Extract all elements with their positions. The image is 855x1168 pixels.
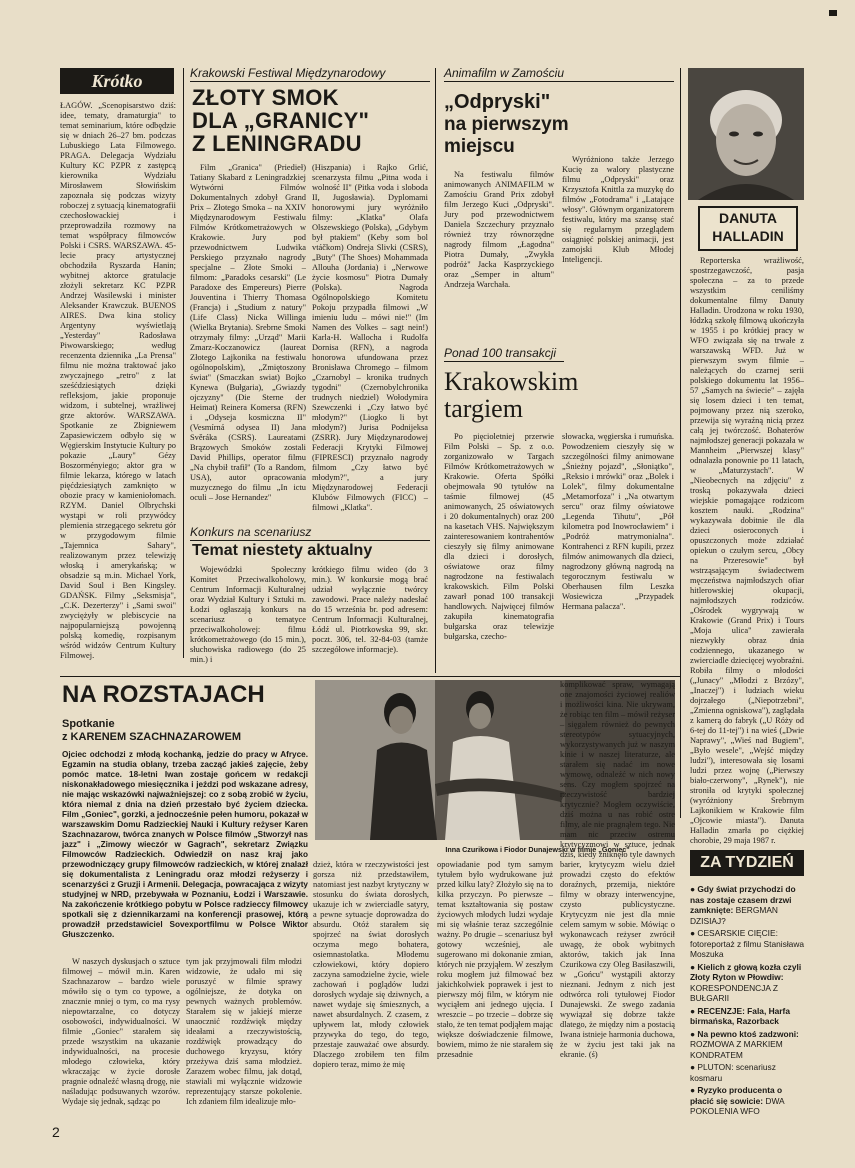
halladin-name-line: DANUTA xyxy=(718,210,778,226)
za-tydzien-item: ● RECENZJE: Fala, Harfa birmańska, Razorback xyxy=(690,1005,791,1026)
item-text: CESARSKIE CIĘCIE: fotoreportaż z filmu Stanisława Moszuka xyxy=(690,928,805,959)
halladin-name-line: HALLADIN xyxy=(712,228,784,244)
item-text: DWA POKOLENIA WFO xyxy=(690,1095,785,1116)
halladin-name-box xyxy=(698,206,798,251)
rozstajach-body: tym jak przyjmowali film młodzi widzowie, że udało mi się poruszyć w filmie sprawy ogólniejsze, że dotyka on pewnych ważnych problemów. Starałem się w jakiejś mierze unaocznić rozdźwięk między ideałami a rzeczywistością, rozdźwięk prowadzący do duchowego kryzysu, który przeżywa dziś sama młodzież. Zarazem wobec filmu, jak dotąd, stawiali mi wyłącznie widzowie reprezentujący starsze pokolenie. Ich zdaniem film idealizuje mło- xyxy=(186,957,302,1106)
rozstajach-subtitle xyxy=(62,718,312,744)
smok-body: (Hiszpania) i Rajko Grlić, scenarzysta filmu „Pitna woda i wolność II" (Pitka voda i sloboda II, Jugosławia). Dyplomami honorowymi jury wyróżniło filmy: „Klatka" Olafa Olszewskiego (Polska), „Gdybym był ptakiem" (Keby som bol vtáčkom) Ondreja Slivki (CSRS), „Buty" (The Shoes) Mohammada Allouha (Jordania) i „Nerwowe życie kosmosu" Piotra Dumały (Polska). Nagroda Ogólnopolskiego Komitetu Pokoju przypadła filmowi „W imieniu ludu – mówi nie!" (Im Namen des Volkes – sagt nein!) Karla-H. Wallocha i Rudolfa Dornisa (RFN), a nagroda honorowa ufundowana przez Bronisława Chromego – filmom „Czarnobyl – kronika trudnych tygodni" (Czernobylchronika trudnych niedziel) Wołodymira Szewczenki i „Czy łatwo być młodym?" (Liogko li byt młodym?) Jurisa Podnijeksa (ZSRR). Jury Międzynarodowej Federacji Krytyki Filmowej (FIPRESCI) przyznało nagrody filmom „Czy łatwo być młodym?", a jury Międzynarodowej Federacji Klubów Filmowych (FICC) – filmowi „Klatka". xyxy=(312,163,428,512)
odpryski-body: Wyróżniono także Jerzego Kucię za walory plastyczne filmu „Odpryski" oraz Krzysztofa Knittla za muzykę do filmów „Fotodrama" i „Latające włosy". Głównym organizatorem festiwalu, który ma szansę stać się regularnym przeglądem osiągnięć polskiej animacji, jest zamojski Klub Młodej Inteligencji. xyxy=(562,155,674,264)
odpryski-body: Na festiwalu filmów animowanych ANIMAFILM w Zamościu Grand Prix zdobył film Jerzego Kuci „Odpryski". Jury pod przewodnictwem Daniela Szczechury przyznało również trzy równorzędne nagrody filmom „Łagodna" Piotra Dumały, „Zwykła podróż" Jacka Kasprzyckiego oraz „Semper in altum" Andrzeja Warchała. xyxy=(444,170,554,289)
za-tydzien-title: ZA TYDZIEŃ xyxy=(690,850,804,876)
za-tydzien-item: ● Na pewno ktoś zadzwoni: ROZMOWA Z MARKIEM KONDRATEM xyxy=(690,1028,799,1060)
konkurs-headline: Temat niestety aktualny xyxy=(192,542,373,559)
odpryski-kicker-rule xyxy=(444,81,674,82)
odpryski-col-1 xyxy=(444,170,554,350)
za-tydzien-item: ● Ryzyko producenta o płacić się sowicie: DWA POKOLENIA WFO xyxy=(690,1085,785,1116)
item-text: PLUTON: scenariusz kosmaru xyxy=(690,1062,776,1083)
konkurs-col-2 xyxy=(312,565,428,675)
targiem-kicker: Ponad 100 transakcji xyxy=(444,346,557,360)
za-tydzien-item: ● Gdy świat przychodzi do nas zostaje czasem drzwi zamknięte: BERGMAN DZISIAJ? xyxy=(690,884,796,926)
targiem-col-2 xyxy=(562,432,674,674)
item-highlight: Kielich z głową kozła czyli Złoty Ryton w Płowdiw: xyxy=(690,961,802,982)
rozstajach-col-2 xyxy=(186,957,302,1157)
smok-kicker-rule xyxy=(190,81,430,82)
odpryski-title-line: na pierwszym xyxy=(444,114,569,135)
za-tydzien-item: ● Kielich z głową kozła czyli Złoty Ryton w Płowdiw: KORESPONDENCJA Z BUŁGARII xyxy=(690,961,802,1003)
rozstajach-body: dzież, która w rzeczywistości jest gorsza niż przedstawiłem, natomiast jest nazbyt krytyczny w stosunku do świata dorosłych, ukazuje ich w zwierciadle satyry, a pewne sytuacje doprowadza do absurdu. Otóż starałem się spojrzeć na świat dorosłych oczyma mego bohatera, osiemnastolatka. Młodemu człowiekowi, który dopiero zaczyna samodzielne życie, wiele zachowań i poglądów ludzi dorosłych wydaje się dziwnych, a nawet wydaje się śmiesznych, a nawet absurdalnych. Z czasem, z upływem lat, młody człowiek przywyka do tego, do tego, przestaje zauważać owe absurdy. Dlaczego zrobiłem ten film dopiero teraz, mimo że mię xyxy=(313,860,429,1069)
portrait-image xyxy=(688,68,804,200)
page-number: 2 xyxy=(52,1124,60,1140)
za-tydzien-item: ● PLUTON: scenariusz kosmaru xyxy=(690,1062,776,1083)
odpryski-title-line: „Odpryski" xyxy=(444,91,551,113)
halladin-portrait xyxy=(688,68,804,200)
rozstajach-col-1 xyxy=(62,957,180,1157)
targiem-title-line: targiem xyxy=(444,394,523,423)
za-tydzien-item: ● CESARSKIE CIĘCIE: fotoreportaż z filmu Stanisława Moszuka xyxy=(690,928,805,959)
lead-body: Ojciec odchodzi z młodą kochanką, jedzie do pracy w Afryce. Egzamin na studia oblany, trzeba zacząć jakieś zajęcie, żeby pomóc matce. 18-letni Iwan zostaje gońcem w redakcji niskonakładowego miesięcznika i jeździ pod wskazane adresy, nie mając wskazówki najważniejszej: co z sobą zrobić w życiu, która niemal z dnia na dzień przestało być życiem dziecka. Film „Goniec", gorzki, a jednocześnie pełen humoru, pokazał w warszawskim Domu Radzieckiej Nauki i Kultury reżyser Karen Szachnazarow, twórca znanych w Polsce filmów „Stworzył nas jazz" i „Zimowy wieczór w Gagrach", sekretarz Związku Filmowców Radzieckich. Odwiedził on nasz kraj jako przewodniczący grupy filmowców radzieckich, w której znalazł się dokumentalista z Leningradu oraz młodzi reżyserzy i scenarzyści z Gruzji i Armenii. Delegacja, powracająca z wizyty studyjnej w NRD, przebywała w Poznaniu, Łodzi i Warszawie. Na zakończenie krótkiego pobytu w Polsce radzieccy filmowcy spotkali się z dziennikarzami na konferencji prasowej, którą prowadził przedstawiciel Sovexportfilmu w Polsce Wiktor Głuszczenko. xyxy=(62,750,308,939)
smok-headline xyxy=(192,86,432,158)
halladin-body: Reporterska wrażliwość, spostrzegawczość, pasja społeczna – za to przede wszystkim ceniliśmy dokumentalne filmy Danuty Halladin. Urodzona w roku 1930, łódzką szkołę filmową ukończyła w 1955 i po krótkiej pracy w WFO związała się na trwałe z warszawską WFD. Już w pierwszym swym filmie – należących do czarnej serii polskiego dokumentu lat 1956–57 „Samych na świecie" – zajęła się losem dzieci i ten temat, pojmowany przez nią szeroko, przewija się wyraźną nicią przez całą jej twórczość. Bohaterów najmłodszej generacji pokazała w Mannheim „Pierwszej klasy" odnalazła ponownie po 11 latach, w „Maturzystach". W „Nieobecnych na zdjęciu" z troską pokazywała dzieci wiejskie pomagające rodzicom kosztem nauki. „Rodzina" wykazywała dobitnie ile dla dzieci osieroconych i opuszczonych może zdziałać opiekun o czułym sercu, „Obcy na Przeresowie" był wstrząsającym świadectwem męczeństwa najmłodszych ofiar hitlerowskiej okupacji, najmłodszych rodziców. „Ośrodek wygrywają w Krakowie (Grand Prix) i Tours „Moja ulica" zawierała niezwykły obraz dnia codziennego, ukazanego w zwierciadle dziecięcej wyobraźni. Robiła filmy o młodości („Junacy" „Młodzi z Brzózy", „Inaczej") i ludziach wieku dojrzałego („Niepotrzebni", „Zmienna ogniskowa"), zaglądała z kamerą do fabryk („U Róży od 6-tej do 11-tej") i na wieś („Dwie Naprawy", „Wieś nad Bugiem", „Było wesele", „Wejść między ludzi"), interesowała się losami ludzi przez wojnę („Pierwszy biało-czerwony", „Rynek"), nie stroniła od krytyki społecznej (wyróżniony Srebrnym Lajkonikiem w Krakowie film „Ojcowie miasta"). Danuta Halladin zmarła po ciężkiej chorobie, 29 maja 1987 r. xyxy=(690,256,804,845)
odpryski-title-line: miejscu xyxy=(444,136,515,157)
item-text: BERGMAN DZISIAJ? xyxy=(690,905,778,926)
rule-middle xyxy=(435,68,436,673)
smok-col-1 xyxy=(190,163,306,523)
item-highlight: Na pewno ktoś zadzwoni: xyxy=(697,1028,799,1039)
targiem-col-1 xyxy=(444,432,554,674)
konkurs-body: Wojewódzki Społeczny Komitet Przeciwalkoholowy, Centrum Informacji Kulturalnej oraz Wydział Kultury i Sztuki m. Łodzi ogłaszają konkurs na scenariusz o tematyce przeciwalkoholowej: filmu krótkometrażowego (do 15 min.), słuchowiska radiowego (do 25 min.) i xyxy=(190,565,306,664)
targiem-headline xyxy=(444,368,644,422)
item-text: ROZMOWA Z MARKIEM KONDRATEM xyxy=(690,1039,783,1060)
konkurs-body: krótkiego filmu wideo (do 3 min.). W konkursie mogą brać udział wyłącznie twórcy zawodowi. Prace należy nadesłać do 15 września br. pod adresem: Centrum Informacji Kulturalnej, Łódź ul. Piotrkowska 99, skr. poczt. 306, tel. 32-84-03 (tamże szczegółowe informacje). xyxy=(312,565,428,654)
subtitle-line: Spotkanie xyxy=(62,718,115,730)
item-highlight: Gdy świat przychodzi do nas zostaje czasem drzwi zamknięte: xyxy=(690,884,796,915)
odpryski-headline xyxy=(444,90,674,158)
targiem-title-line: Krakowskim xyxy=(444,367,579,396)
rozstajach-col-4 xyxy=(437,860,553,1158)
smok-kicker: Krakowski Festiwal Międzynarodowy xyxy=(190,66,386,80)
halladin-text xyxy=(690,256,804,845)
smok-col-2 xyxy=(312,163,428,523)
rozstajach-col-3 xyxy=(313,860,429,1158)
smok-body: Film „Granica" (Priedieł) Tatiany Skabard z Leningradzkiej Wytwórni Filmów Dokumentalnych zdobył Grand Prix – Złotego Smoka – na XXIV Międzynarodowym Festiwalu Filmów Krótkometrażowych w Krakowie. Jury pod przewodnictwem Ludwika Perskiego przyznało nagrody specjalne – Złote Smoki – filmom: „Paradoks cesarski" (Le Paradoxe des Empereurs) Pierre Jouventina i Thierry Thomasa (Francja) i „Studium z natury" (Life Class) Nicka Willinga (Wielka Brytania). Srebrne Smoki otrzymały filmy: „Urząd" Marii Zmarz-Koczanowicz (laureat Złotego Lajkonika na festiwalu ogólnopolskim), „Zmiętoszony świat" (Smaczkan swiat) Bojko Kynewa (Bułgaria), „Gwiazdy ojczyzny" (Die Sterne der Heimat) Reinera Komersa (RFN) i „Odyseja kosmiczna II" (Vesmírná odysea II) Jana Svěráka (CSRS). Laureatami Brązowych Smoków zostali David Phillips, operator filmu „Na chybił trafił" (To a Random, USA), autor opracowania muzycznego do filmu „In ictu oculi – Jose Hernandez" xyxy=(190,163,306,502)
item-highlight: RECENZJE: Fala, Harfa birmańska, Razorback xyxy=(690,1005,791,1026)
rozstajach-body: opowiadanie pod tym samym tytułem było wydrukowane już przed kilku laty? Złożyło się na to kilka przyczyn. Po pierwsze – temat kształtowania się postaw życiowych młodych ludzi wydaje mi się właśnie teraz szczególnie ważny. Po drugie – scenariusz był gotowy wcześniej, ale sugerowano mi dokonanie zmian, których nie przyjąłem. W zeszłym roku mogłem już filmować bez jakichkolwiek poprawek i jest to pierwszy mój film, w którym nie wyciąłem ani jednego ujęcia. I wreszcie – po trzecie – dobrze się stało, że ten temat podjąłem mając większe doświadczenie filmowe, bowiem, mimo że nie starałem się przesadnie xyxy=(437,860,553,1059)
rule-horizontal xyxy=(60,676,680,677)
rozstajach-headline: NA ROZSTAJACH xyxy=(62,681,265,708)
corner-mark xyxy=(829,10,837,16)
item-text: KORESPONDENCJA Z BUŁGARII xyxy=(690,982,778,1003)
film-still-caption: Inna Czurikowa i Fiodor Dunajewski w filmie „Goniec" xyxy=(445,845,630,854)
odpryski-kicker: Animafilm w Zamościu xyxy=(444,66,565,80)
za-tydzien-list xyxy=(690,884,806,1116)
subtitle-line: z KARENEM SZACHNAZAROWEM xyxy=(62,731,242,743)
krotko-text xyxy=(60,101,176,681)
rozstajach-lead xyxy=(62,750,308,950)
krotko-body: ŁAGÓW. „Scenopisarstwo dziś: idee, tematy, dramaturgia" to temat seminarium, które odbędzie się w dniach 26–27 bm. podczas Lubuskiego Lata Filmowego. PRAGA. Delegacja Wydziału Kultury KC PZPR z zastępcą kierownika Wydziału Mirosławem Słowińskim zapoznała się podczas wizyty roboczej z sytuacją kinematografii czechosłowackiej i przeprowadziła rozmowy na temat współpracy filmowców Polski i CSRS. WARSZAWA. 45-lecie pracy artystycznej obchodziła Ryszarda Hanin; wybitnej aktorce gratulacje złożyli sekretarz KC PZPR Andrzej Wasilewski i minister Aleksander Krawczuk. BUENOS AIRES. Dwa kina stolicy Argentyny wyświetlają „Yesterday" Radosława Piwowarskiego; według recenzenta dziennika „La Prensa" filmu nie można traktować jako zwyczajnego „retro" z lat sześćdziesiątych dzięki refleksjom, jakie proponuje widzom, i subtelnej, wrażliwej grze aktorów. WARSZAWA. Spotkanie ze Zbigniewem Zapasiewiczem odbyło się w Węgierskim Instytucie Kultury po pokazie „Laury" Gézy Boszorményiego; aktor gra w filmie lekarza, którego w latach pięćdziesiątych zamknięto w obozie pracy w kamieniołomach. RZYM. Daniel Olbrychski wystąpi w roli przywódcy plemienia strzegącego sekretu gór w przygodowym filmie „Tajemnica Sahary", realizowanym przez telewizję włoską i amerykańską; w obsadzie są m.in. Michael York, David Soul i Ben Kingsley. GDAŃSK. Filmy „Seksmisja", „C.K. Dezerterzy" i „Sami swoi" zwyciężyły w plebiscycie na najpopularniejszą powojenną polską komedię, rozpisanym wśród widzów Centrum Kultury Filmowej. xyxy=(60,101,176,660)
odpryski-col-2 xyxy=(562,155,674,345)
rozstajach-col-5 xyxy=(560,680,675,1158)
krotko-title: Krótko xyxy=(60,68,174,94)
targiem-kicker-rule xyxy=(444,361,564,362)
smok-title-line: Z LENINGRADU xyxy=(192,131,362,156)
item-highlight: Ryzyko producenta o płacić się sowicie: xyxy=(690,1085,783,1106)
rule-krotko xyxy=(183,68,184,658)
rule-right xyxy=(680,68,681,818)
smok-title-line: DLA „GRANICY" xyxy=(192,108,370,133)
konkurs-kicker: Konkurs na scenariusz xyxy=(190,525,312,539)
targiem-body: słowacka, węgierska i rumuńska. Powodzeniem cieszyły się w szczególności filmy animowane „Śnieżny pojazd", „Słoniątko", „Reksio i mrówki" oraz „Bolek i Lolek", filmy dokumentalne „Metamorfoza" i „Na otwartym sercu" oraz filmy oświatowe „Legenda Tihutu", „Pół kilometra pod Inowrocławiem" i „Podróż matrymonialna". Kontrahenci z RFN kupili, przez filmów animowanych dla dzieci, nagrodzony główną nagrodą na tegorocznym festiwalu w Oberhausen film Leszka Wosiewicza „Przypadek Hermana palacza". xyxy=(562,432,674,611)
targiem-body: Po pięcioletniej przerwie Film Polski – Sp. z o.o. zorganizowało w Targach Filmów Krótkometrażowych w Krakowie. Oferta Spółki obejmowała 90 tytułów na taśmie filmowej (45 animowanych, 25 oświatowych i 20 dokumentalnych) oraz 200 na kasetach VHS. Największym zainteresowaniem kontrahentów cieszyły się filmy animowane dla dzieci i dorosłych, oświatowe oraz filmy nagrodzone na festiwalach krakowskich. Film Polski zawarł ponad 100 transakcji handlowych. Najwięcej filmów zakupiła kinematografia bułgarska oraz telewizje bułgarska, czecho- xyxy=(444,432,554,641)
smok-title-line: ZŁOTY SMOK xyxy=(192,85,339,110)
konkurs-col-1 xyxy=(190,565,306,675)
rozstajach-body: komplikować spraw, wymagają one znajomości życiowej realiów i możliwości kina. Nie ukrywam, że robiąc ten film – mówił reżyser – sięgałem również do pewnych stereotypów sytuacyjnych, wykorzystywanych już w naszym kinie i w naszej literaturze, ale starałem się nadać im nowe wymowę, odnaleźć w nich nowy sens. Czy mogłem spojrzeć na rzeczywistość bardziej krytycznie? Mogłem oczywiście, dziś można u nas robić ostre filmy, ale nie pragnąłem tego. Nie mam nic przeciw ostremu krytycyzmowi w sztuce, jednak dziś, kiedy zniknęło tyle dawnych barier, krytycyzm wielu dzieł prowadzi często do efektów doraźnych, przemija, niektóre filmy w obrazy interwencyjne, czysto publicystyczne. Krytycyzm nie jest dla mnie celem samym w sobie. Mówiąc o wykonawcach reżyser zwrócił uwagę, że obok wybitnych aktorów, takich jak Inna Czurikowa czy Oleg Basiłaszwili, w „Gońcu" wystąpili aktorzy nieznani. Jednym z nich jest odtwórca roli tytułowej Fiodor Dunajewski. Ze swego zadania wywiązał się dobrze także dlatego, że między nim a postacią Iwana istnieje harmonia duchowa, że w życiu jest taki jak na ekranie. (ś) xyxy=(560,680,675,1059)
rozstajach-body: W naszych dyskusjach o sztuce filmowej – mówił m.in. Karen Szachnazarow – bardzo wiele mówiło się o tym co typowe, a znacznie mniej o tym, co ma rysy niepowtarzalne, co dotyczy osobowości, indywidualności. W filmie „Goniec" starałem się przede wszystkim na ukazanie indywidualności, na procesie młodego człowieka, który wkraczając w życie dorosłe pragnie odnaleźć własną drogę, nie naśladując podsuwanych wzorów. Wydaje się jednak, sądząc po xyxy=(62,957,180,1106)
